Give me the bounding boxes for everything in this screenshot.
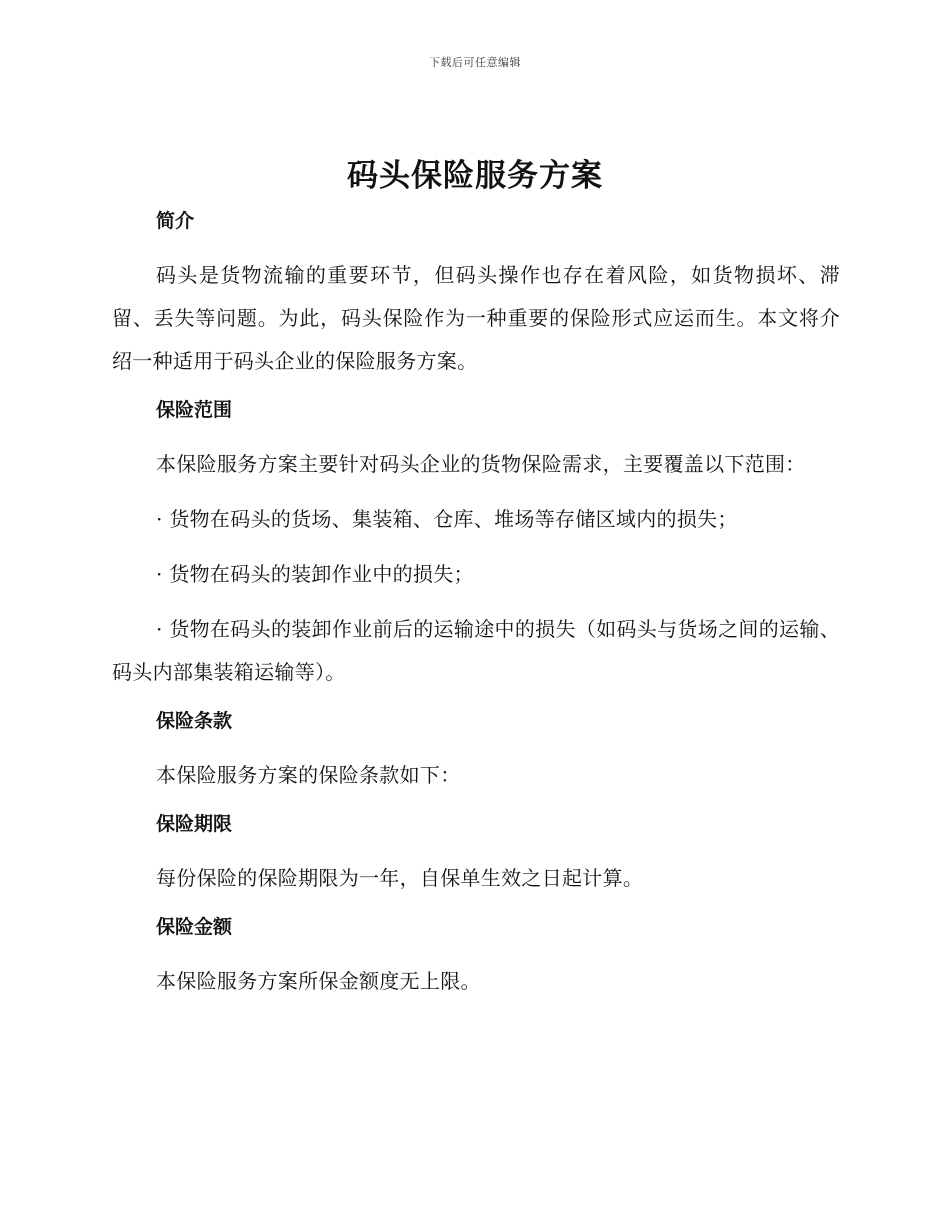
intro-paragraph: 码头是货物流输的重要环节，但码头操作也存在着风险，如货物损坏、滞留、丢失等问题。为此，码头保险作为一种重要的保险形式应运而生。本文将介绍一种适用于码头企业的保险服务方案。 [112,263,840,373]
scope-bullet-1: · 货物在码头的货场、集装箱、仓库、堆场等存储区域内的损失； [156,507,738,531]
section-heading-intro: 简介 [156,210,195,232]
section-heading-terms: 保险条款 [156,710,233,732]
section-heading-amount: 保险金额 [156,916,233,938]
amount-paragraph: 本保险服务方案所保金额度无上限。 [156,969,481,993]
scope-paragraph: 本保险服务方案主要针对码头企业的货物保险需求，主要覆盖以下范围： [156,452,806,476]
section-heading-scope: 保险范围 [156,399,233,421]
terms-paragraph: 本保险服务方案的保险条款如下： [156,763,461,787]
period-paragraph: 每份保险的保险期限为一年，自保单生效之日起计算。 [156,866,644,890]
header-note: 下载后可任意编辑 [429,56,521,69]
section-heading-period: 保险期限 [156,813,233,835]
document-title: 码头保险服务方案 [347,158,603,194]
document-body [112,198,840,1015]
scope-bullet-3: · 货物在码头的装卸作业前后的运输途中的损失（如码头与货场之间的运输、码头内部集装箱运输等）。 [112,617,840,684]
scope-bullet-2: · 货物在码头的装卸作业中的损失； [156,562,474,586]
